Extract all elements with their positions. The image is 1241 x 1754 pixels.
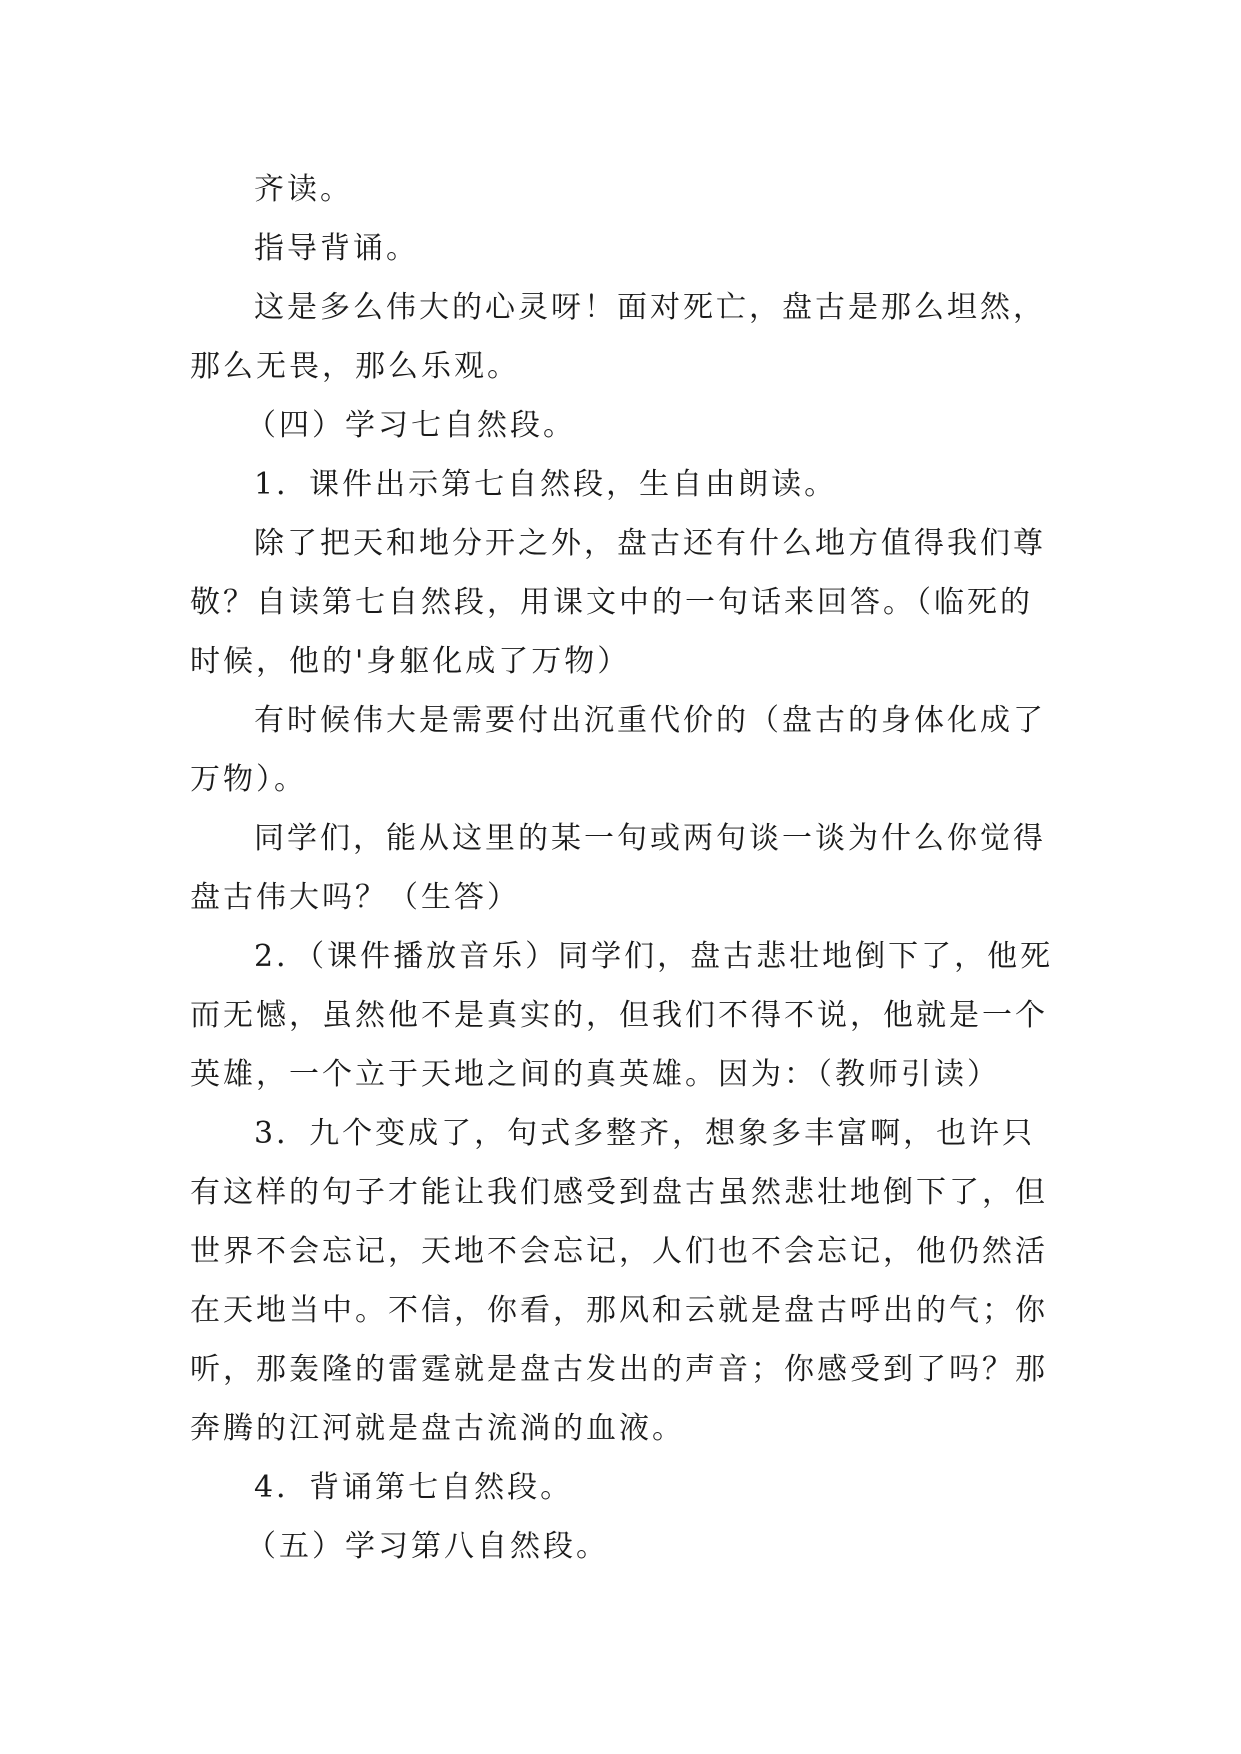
- paragraph: 3．九个变成了，句式多整齐，想象多丰富啊，也许只有这样的句子才能让我们感受到盘古虽然悲壮地倒下了，但世界不会忘记，天地不会忘记，人们也不会忘记，他仍然活在天地当中。不信，你看，那风和云就是盘古呼出的气；你听，那轰隆的雷霆就是盘古发出的声音；你感受到了吗？那奔腾的江河就是盘古流淌的血液。: [190, 1116, 1048, 1446]
- section-heading: （四）学习七自然段。: [246, 408, 576, 443]
- paragraph: 1．课件出示第七自然段，生自由朗读。: [254, 467, 838, 502]
- paragraph: 4．背诵第七自然段。: [254, 1470, 574, 1505]
- paragraph: 这是多么伟大的心灵呀！面对死亡，盘古是那么坦然，那么无畏，那么乐观。: [190, 290, 1046, 384]
- paragraph: 指导背诵。: [254, 231, 419, 266]
- document-body: [190, 160, 1060, 1576]
- paragraph: 齐读。: [254, 172, 353, 207]
- paragraph: 同学们，能从这里的某一句或两句谈一谈为什么你觉得盘古伟大吗？（生答）: [190, 821, 1046, 915]
- paragraph: 有时候伟大是需要付出沉重代价的（盘古的身体化成了万物）。: [190, 703, 1046, 797]
- paragraph: 除了把天和地分开之外，盘古还有什么地方值得我们尊敬？自读第七自然段，用课文中的一句话来回答。（临死的时候，他的'身躯化成了万物）: [190, 526, 1046, 679]
- section-heading: （五）学习第八自然段。: [246, 1529, 609, 1564]
- paragraph: 2．（课件播放音乐）同学们，盘古悲壮地倒下了，他死而无憾，虽然他不是真实的，但我们不得不说，他就是一个英雄，一个立于天地之间的真英雄。因为：（教师引读）: [190, 939, 1054, 1092]
